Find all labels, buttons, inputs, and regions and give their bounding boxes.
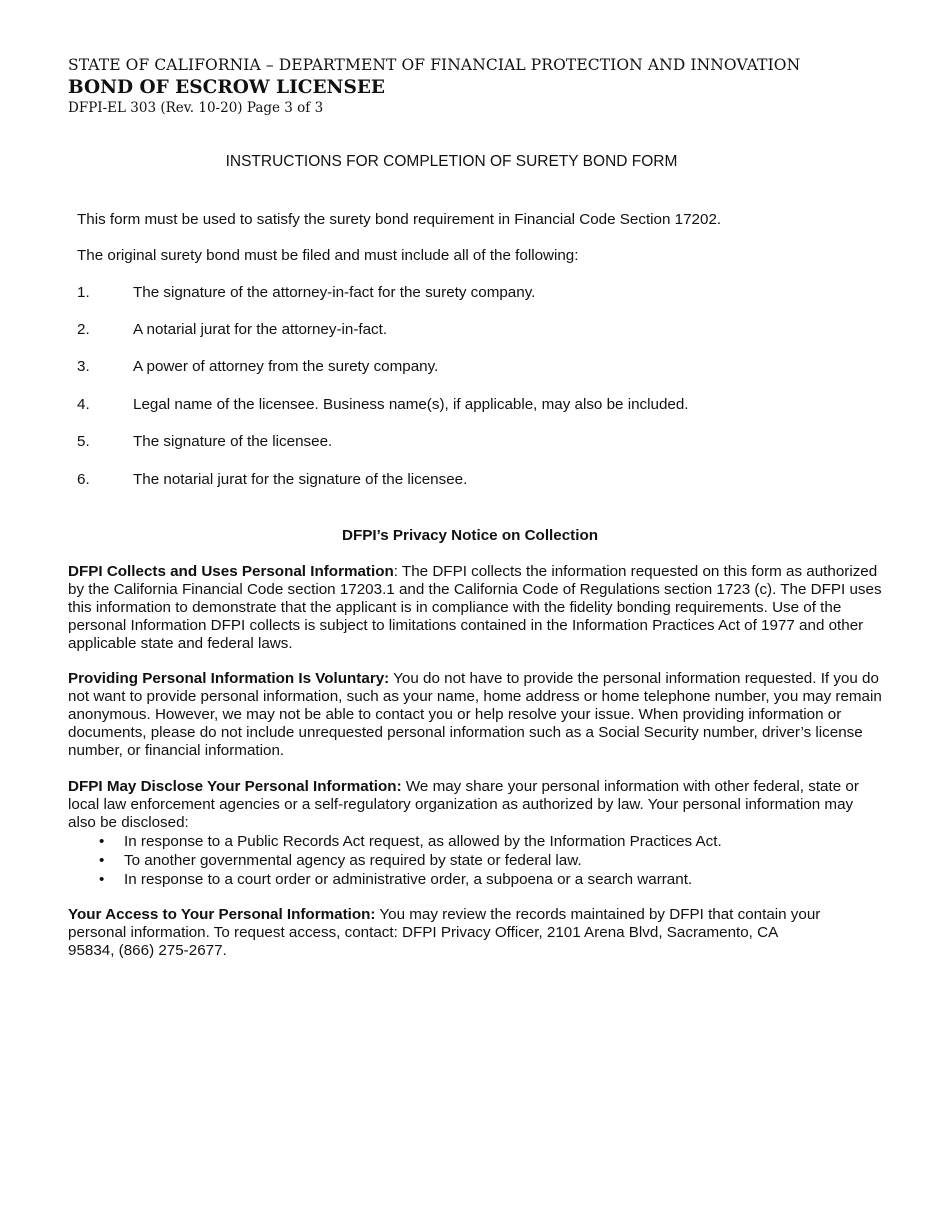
privacy-access-paragraph bbox=[68, 906, 828, 960]
list-item bbox=[68, 832, 883, 851]
requirement-number: 1. bbox=[77, 284, 90, 301]
agency-header: STATE OF CALIFORNIA – DEPARTMENT OF FINANCIAL PROTECTION AND INNOVATION bbox=[68, 56, 801, 74]
requirement-number: 4. bbox=[77, 396, 90, 413]
form-number: DFPI-EL 303 (Rev. 10-20) Page 3 of 3 bbox=[68, 100, 324, 116]
list-item-text: In response to a court order or administrative order, a subpoena or a search warrant. bbox=[124, 871, 693, 888]
privacy-notice-title: DFPI’s Privacy Notice on Collection bbox=[342, 527, 598, 544]
requirement-text: A power of attorney from the surety company. bbox=[133, 358, 439, 375]
privacy-collects-heading: DFPI Collects and Uses Personal Information bbox=[68, 563, 394, 580]
instructions-title: INSTRUCTIONS FOR COMPLETION OF SURETY BOND FORM bbox=[225, 153, 678, 170]
requirement-text: The signature of the attorney-in-fact for the surety company. bbox=[133, 284, 536, 301]
privacy-access-heading: Your Access to Your Personal Information: bbox=[68, 906, 376, 923]
requirement-number: 3. bbox=[77, 358, 90, 375]
privacy-collects-paragraph bbox=[68, 563, 883, 653]
requirement-text: The signature of the licensee. bbox=[133, 433, 333, 450]
disclosure-bullet-list bbox=[68, 832, 883, 889]
privacy-disclose-heading: DFPI May Disclose Your Personal Information: bbox=[68, 778, 402, 795]
privacy-disclose-paragraph bbox=[68, 778, 883, 832]
requirement-number: 5. bbox=[77, 433, 90, 450]
privacy-collects-body: : The DFPI collects the information requested on this form as authorized by the California Financial Code section 17203.1 and the California Code of Regulations section 1723 (c). The DFPI uses this information to demonstrate that the applicant is in compliance with the fidelity bonding requirements. Use of the personal Information DFPI collects is subject to limitations contained in the Information Practices Act of 1977 and other applicable state and federal laws. bbox=[68, 563, 882, 652]
instructions-intro-2: The original surety bond must be filed and must include all of the following: bbox=[77, 247, 579, 264]
form-title: BOND OF ESCROW LICENSEE bbox=[68, 77, 386, 98]
bullet-icon: • bbox=[99, 871, 105, 888]
privacy-disclose-body: We may share your personal information with other federal, state or local law enforcement agencies or a self-regulatory organization as authorized by law. Your personal information may also be disclosed: bbox=[68, 778, 859, 831]
bullet-icon: • bbox=[99, 833, 105, 850]
requirement-text: The notarial jurat for the signature of the licensee. bbox=[133, 471, 468, 488]
requirement-text: A notarial jurat for the attorney-in-fact. bbox=[133, 321, 388, 338]
privacy-access-body: You may review the records maintained by DFPI that contain your personal information. To request access, contact: DFPI Privacy Officer, 2101 Arena Blvd, Sacramento, CA 95834, (866) 275-2677. bbox=[68, 906, 821, 959]
requirement-number: 6. bbox=[77, 471, 90, 488]
instructions-intro-1: This form must be used to satisfy the surety bond requirement in Financial Code Section 17202. bbox=[77, 211, 722, 228]
list-item-text: To another governmental agency as required by state or federal law. bbox=[124, 852, 582, 869]
requirement-text: Legal name of the licensee. Business name(s), if applicable, may also be included. bbox=[133, 396, 689, 413]
list-item bbox=[68, 851, 883, 870]
privacy-voluntary-paragraph bbox=[68, 670, 883, 760]
privacy-voluntary-body: You do not have to provide the personal information requested. If you do not want to provide personal information, such as your name, home address or home telephone number, you may remain anonymous. However, we may not be able to contact you or help resolve your issue. When providing information or documents, please do not include unrequested personal information such as a Social Security number, driver’s license number, or financial information. bbox=[68, 670, 882, 759]
requirement-number: 2. bbox=[77, 321, 90, 338]
privacy-voluntary-heading: Providing Personal Information Is Voluntary: bbox=[68, 670, 390, 687]
list-item-text: In response to a Public Records Act request, as allowed by the Information Practices Act. bbox=[124, 833, 722, 850]
bullet-icon: • bbox=[99, 852, 105, 869]
list-item bbox=[68, 870, 883, 889]
